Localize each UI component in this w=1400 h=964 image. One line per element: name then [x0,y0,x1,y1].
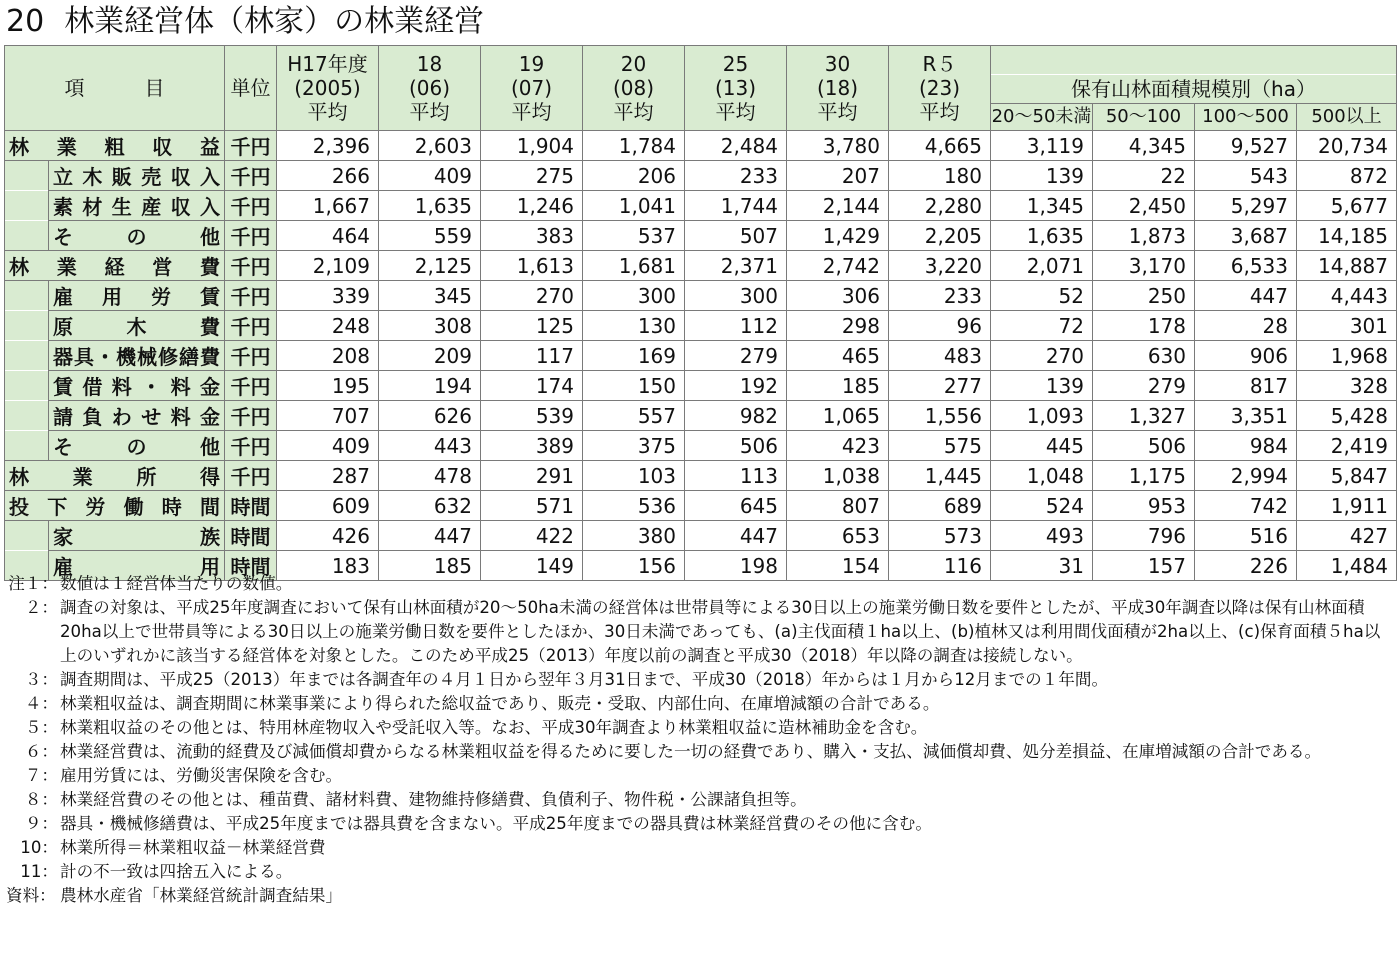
value-cell: 5,847 [1297,461,1397,491]
value-cell: 559 [379,221,481,251]
table-row [5,431,1397,461]
note-item [6,788,1396,812]
note-key: ７： [24,766,58,785]
value-cell: 149 [481,551,583,581]
note-text: 調査の対象は、平成25年度調査において保有山林面積が20～50ha未満の経営体は世帯員等による30日以上の施業労働日数を要件としたが、平成30年調査以降は保有山林面積20ha以上で世帯員等による30日以上の施業労働日数を要件としたほか、30日未満であっても、(a)主伐面積１ha以上、(b)植林又は利用間伐面積が2ha以上、(c)保育面積５ha以上のいずれかに該当する経営体を対象とした。このため平成25（2013）年度以前の調査と平成30（2018）年以降の調査は接続しない。 [60,598,1381,665]
header-year-line2: (13) [714,76,757,100]
value-cell: 4,443 [1297,281,1397,311]
note-key: ５： [24,718,58,737]
group-indent [5,311,49,341]
row-unit: 千円 [225,281,277,311]
header-year-line1: 19 [518,52,545,76]
header-year-line3: 平均 [409,100,450,124]
row-label: 家族 [49,521,225,551]
row-unit: 時間 [225,521,277,551]
row-label: 林業所得 [5,461,225,491]
group-indent [5,161,49,191]
value-cell: 139 [991,371,1093,401]
row-label: その他 [49,431,225,461]
value-cell: 9,527 [1195,131,1297,161]
value-cell: 113 [685,461,787,491]
row-label: 林業粗収益 [5,131,225,161]
value-cell: 1,635 [991,221,1093,251]
note-text: 計の不一致は四捨五入による。 [60,862,293,881]
value-cell: 2,419 [1297,431,1397,461]
note-key: ９： [24,814,58,833]
header-year-line3: 平均 [307,100,348,124]
value-cell: 308 [379,311,481,341]
value-cell: 185 [787,371,889,401]
value-cell: 689 [889,491,991,521]
value-cell: 707 [277,401,379,431]
header-year-line2: (08) [612,76,655,100]
value-cell: 447 [1195,281,1297,311]
header-item: 項 目 [5,46,225,131]
value-cell: 427 [1297,521,1397,551]
value-cell: 2,484 [685,131,787,161]
note-item [6,716,1396,740]
row-label: 雇用労賃 [49,281,225,311]
row-unit: 千円 [225,341,277,371]
value-cell: 174 [481,371,583,401]
table-row [5,221,1397,251]
table-row [5,251,1397,281]
value-cell: 630 [1093,341,1195,371]
value-cell: 493 [991,521,1093,551]
value-cell: 653 [787,521,889,551]
note-key: ８： [24,790,58,809]
value-cell: 1,345 [991,191,1093,221]
note-key: ２： [24,598,58,617]
notes-section [6,572,1396,908]
value-cell: 2,396 [277,131,379,161]
note-text: 雇用労賃には、労働災害保険を含む。 [60,766,343,785]
value-cell: 5,297 [1195,191,1297,221]
note-text: 調査期間は、平成25（2013）年までは各調査年の４月１日から翌年３月31日まで、平成30（2018）年からは１月から12月までの１年間。 [60,670,1109,689]
header-size: 100～500 [1195,104,1297,131]
value-cell: 130 [583,311,685,341]
value-cell: 543 [1195,161,1297,191]
value-cell: 14,185 [1297,221,1397,251]
table-row [5,371,1397,401]
value-cell: 447 [379,521,481,551]
note-item [6,668,1396,692]
value-cell: 464 [277,221,379,251]
header-unit: 単位 [225,46,277,131]
group-indent [5,281,49,311]
value-cell: 117 [481,341,583,371]
header-size-group: 保有山林面積規模別（ha） [991,75,1397,104]
value-cell: 626 [379,401,481,431]
value-cell: 506 [1093,431,1195,461]
notes-list [6,572,1396,884]
value-cell: 306 [787,281,889,311]
group-indent [5,401,49,431]
value-cell: 233 [889,281,991,311]
value-cell: 383 [481,221,583,251]
header-year [481,46,583,131]
value-cell: 1,445 [889,461,991,491]
value-cell: 422 [481,521,583,551]
value-cell: 575 [889,431,991,461]
value-cell: 443 [379,431,481,461]
value-cell: 2,450 [1093,191,1195,221]
value-cell: 3,687 [1195,221,1297,251]
note-text: 器具・機械修繕費は、平成25年度までは器具費を含まない。平成25年度までの器具費は林業経営費のその他に含む。 [60,814,932,833]
row-unit: 千円 [225,371,277,401]
note-item [6,764,1396,788]
value-cell: 178 [1093,311,1195,341]
value-cell: 192 [685,371,787,401]
value-cell: 4,345 [1093,131,1195,161]
table-row [5,281,1397,311]
value-cell: 982 [685,401,787,431]
value-cell: 112 [685,311,787,341]
value-cell: 169 [583,341,685,371]
row-unit: 千円 [225,161,277,191]
table-row [5,491,1397,521]
value-cell: 557 [583,401,685,431]
row-unit: 千円 [225,191,277,221]
value-cell: 116 [889,551,991,581]
header-year-line2: (06) [408,76,451,100]
value-cell: 328 [1297,371,1397,401]
value-cell: 345 [379,281,481,311]
value-cell: 2,280 [889,191,991,221]
value-cell: 1,246 [481,191,583,221]
header-year-line3: 平均 [613,100,654,124]
value-cell: 157 [1093,551,1195,581]
group-indent [5,371,49,401]
value-cell: 807 [787,491,889,521]
value-cell: 14,887 [1297,251,1397,281]
value-cell: 275 [481,161,583,191]
value-cell: 409 [379,161,481,191]
value-cell: 208 [277,341,379,371]
row-unit: 千円 [225,401,277,431]
header-year [787,46,889,131]
value-cell: 206 [583,161,685,191]
note-text: 林業経営費のその他とは、種苗費、諸材料費、建物維持修繕費、負債利子、物件税・公課諸負担等。 [60,790,807,809]
table-row [5,311,1397,341]
group-indent [5,221,49,251]
value-cell: 506 [685,431,787,461]
value-cell: 277 [889,371,991,401]
value-cell: 3,220 [889,251,991,281]
row-label: 賃借料・料金 [49,371,225,401]
value-cell: 279 [685,341,787,371]
header-year [583,46,685,131]
value-cell: 953 [1093,491,1195,521]
note-key: 11： [20,862,58,881]
value-cell: 1,613 [481,251,583,281]
value-cell: 1,065 [787,401,889,431]
value-cell: 3,119 [991,131,1093,161]
table-row [5,191,1397,221]
note-key: ４： [24,694,58,713]
value-cell: 872 [1297,161,1397,191]
value-cell: 2,994 [1195,461,1297,491]
value-cell: 1,968 [1297,341,1397,371]
note-item [6,812,1396,836]
value-cell: 2,603 [379,131,481,161]
header-year [379,46,481,131]
row-label: 林業経営費 [5,251,225,281]
header-year-line3: 平均 [919,100,960,124]
value-cell: 426 [277,521,379,551]
value-cell: 389 [481,431,583,461]
row-unit: 千円 [225,431,277,461]
note-text: 林業所得＝林業粗収益－林業経営費 [60,838,326,857]
value-cell: 291 [481,461,583,491]
header-year [889,46,991,131]
value-cell: 266 [277,161,379,191]
value-cell: 4,665 [889,131,991,161]
value-cell: 573 [889,521,991,551]
value-cell: 465 [787,341,889,371]
value-cell: 28 [1195,311,1297,341]
value-cell: 195 [277,371,379,401]
header-size: 500以上 [1297,104,1397,131]
value-cell: 5,677 [1297,191,1397,221]
note-text: 数値は１経営体当たりの数値。 [60,574,293,593]
value-cell: 3,351 [1195,401,1297,431]
value-cell: 5,428 [1297,401,1397,431]
value-cell: 300 [685,281,787,311]
value-cell: 1,784 [583,131,685,161]
value-cell: 423 [787,431,889,461]
value-cell: 2,109 [277,251,379,281]
value-cell: 1,429 [787,221,889,251]
value-cell: 1,873 [1093,221,1195,251]
table-row [5,161,1397,191]
header-year-line1: 18 [416,52,443,76]
header-year-line3: 平均 [715,100,756,124]
note-text: 林業粗収益のその他とは、特用林産物収入や受託収入等。なお、平成30年調査より林業粗収益に造林補助金を含む。 [60,718,928,737]
note-item [6,596,1396,668]
value-cell: 287 [277,461,379,491]
value-cell: 516 [1195,521,1297,551]
value-cell: 409 [277,431,379,461]
row-label: 雇用 [49,551,225,581]
row-label: 請負わせ料金 [49,401,225,431]
table-row [5,131,1397,161]
value-cell: 478 [379,461,481,491]
page-title [6,2,484,42]
value-cell: 194 [379,371,481,401]
header-year-line2: (18) [816,76,859,100]
table-row [5,341,1397,371]
value-cell: 250 [1093,281,1195,311]
value-cell: 279 [1093,371,1195,401]
value-cell: 1,681 [583,251,685,281]
row-label: 原木費 [49,311,225,341]
source-note [6,884,1396,908]
value-cell: 1,904 [481,131,583,161]
value-cell: 185 [379,551,481,581]
value-cell: 6,533 [1195,251,1297,281]
value-cell: 742 [1195,491,1297,521]
value-cell: 2,742 [787,251,889,281]
group-indent [5,521,49,551]
value-cell: 72 [991,311,1093,341]
value-cell: 2,125 [379,251,481,281]
value-cell: 20,734 [1297,131,1397,161]
header-year-line1: H17年度 [287,52,368,76]
value-cell: 226 [1195,551,1297,581]
value-cell: 609 [277,491,379,521]
value-cell: 537 [583,221,685,251]
note-key: ６： [24,742,58,761]
value-cell: 1,048 [991,461,1093,491]
value-cell: 447 [685,521,787,551]
value-cell: 301 [1297,311,1397,341]
header-year-line3: 平均 [511,100,552,124]
value-cell: 1,635 [379,191,481,221]
header-year-line1: 30 [824,52,851,76]
header-year [685,46,787,131]
value-cell: 906 [1195,341,1297,371]
value-cell: 1,911 [1297,491,1397,521]
note-item [6,692,1396,716]
value-cell: 645 [685,491,787,521]
value-cell: 1,327 [1093,401,1195,431]
note-key: 10： [20,838,58,857]
note-key: 注１： [8,574,58,593]
header-year-line1: R５ [922,52,957,76]
value-cell: 3,780 [787,131,889,161]
value-cell: 300 [583,281,685,311]
group-indent [5,431,49,461]
value-cell: 507 [685,221,787,251]
value-cell: 2,371 [685,251,787,281]
value-cell: 1,667 [277,191,379,221]
value-cell: 1,556 [889,401,991,431]
value-cell: 156 [583,551,685,581]
source-key: 資料： [6,886,56,905]
value-cell: 125 [481,311,583,341]
row-label: 投下労働時間 [5,491,225,521]
value-cell: 1,744 [685,191,787,221]
table-row [5,461,1397,491]
value-cell: 1,175 [1093,461,1195,491]
header-year-line2: (07) [510,76,553,100]
value-cell: 2,071 [991,251,1093,281]
value-cell: 1,484 [1297,551,1397,581]
note-item [6,740,1396,764]
note-key: ３： [24,670,58,689]
table-body [5,131,1397,581]
row-label: 素材生産収入 [49,191,225,221]
row-label: その他 [49,221,225,251]
forestry-management-table [4,45,1397,581]
group-indent [5,191,49,221]
note-item [6,836,1396,860]
value-cell: 1,093 [991,401,1093,431]
value-cell: 209 [379,341,481,371]
value-cell: 817 [1195,371,1297,401]
header-year [277,46,379,131]
value-cell: 233 [685,161,787,191]
value-cell: 984 [1195,431,1297,461]
value-cell: 198 [685,551,787,581]
source-text: 農林水産省「林業経営統計調査結果」 [60,886,343,905]
header-size: 20～50未満 [991,104,1093,131]
header-size-spacer [991,46,1397,75]
value-cell: 270 [481,281,583,311]
value-cell: 536 [583,491,685,521]
value-cell: 3,170 [1093,251,1195,281]
header-size: 50～100 [1093,104,1195,131]
row-unit: 時間 [225,491,277,521]
group-indent [5,341,49,371]
value-cell: 96 [889,311,991,341]
value-cell: 445 [991,431,1093,461]
row-unit: 千円 [225,221,277,251]
value-cell: 375 [583,431,685,461]
value-cell: 2,144 [787,191,889,221]
row-unit: 千円 [225,251,277,281]
value-cell: 52 [991,281,1093,311]
table-row [5,401,1397,431]
value-cell: 2,205 [889,221,991,251]
row-unit: 千円 [225,311,277,341]
value-cell: 248 [277,311,379,341]
row-unit: 時間 [225,551,277,581]
note-item [6,572,1396,596]
header-year-line3: 平均 [817,100,858,124]
header-year-line2: (23) [918,76,961,100]
table-row [5,521,1397,551]
title-text: 林業経営体（林家）の林業経営 [64,4,485,39]
note-text: 林業粗収益は、調査期間に林業事業により得られた総収益であり、販売・受取、内部仕向、在庫増減額の合計である。 [60,694,940,713]
value-cell: 139 [991,161,1093,191]
value-cell: 539 [481,401,583,431]
row-unit: 千円 [225,131,277,161]
value-cell: 571 [481,491,583,521]
header-year-line2: (2005) [294,76,361,100]
title-number: 20 [6,4,45,39]
note-item [6,860,1396,884]
value-cell: 380 [583,521,685,551]
value-cell: 207 [787,161,889,191]
header-year-line1: 20 [620,52,647,76]
value-cell: 1,038 [787,461,889,491]
row-unit: 千円 [225,461,277,491]
value-cell: 150 [583,371,685,401]
value-cell: 183 [277,551,379,581]
value-cell: 103 [583,461,685,491]
value-cell: 1,041 [583,191,685,221]
value-cell: 483 [889,341,991,371]
value-cell: 180 [889,161,991,191]
note-text: 林業経営費は、流動的経費及び減価償却費からなる林業粗収益を得るために要した一切の経費であり、購入・支払、減価償却費、処分差損益、在庫増減額の合計である。 [60,742,1322,761]
value-cell: 298 [787,311,889,341]
value-cell: 22 [1093,161,1195,191]
value-cell: 154 [787,551,889,581]
row-label: 器具・機械修繕費 [49,341,225,371]
header-year-line1: 25 [722,52,749,76]
value-cell: 524 [991,491,1093,521]
value-cell: 31 [991,551,1093,581]
value-cell: 796 [1093,521,1195,551]
value-cell: 270 [991,341,1093,371]
value-cell: 632 [379,491,481,521]
row-label: 立木販売収入 [49,161,225,191]
value-cell: 339 [277,281,379,311]
